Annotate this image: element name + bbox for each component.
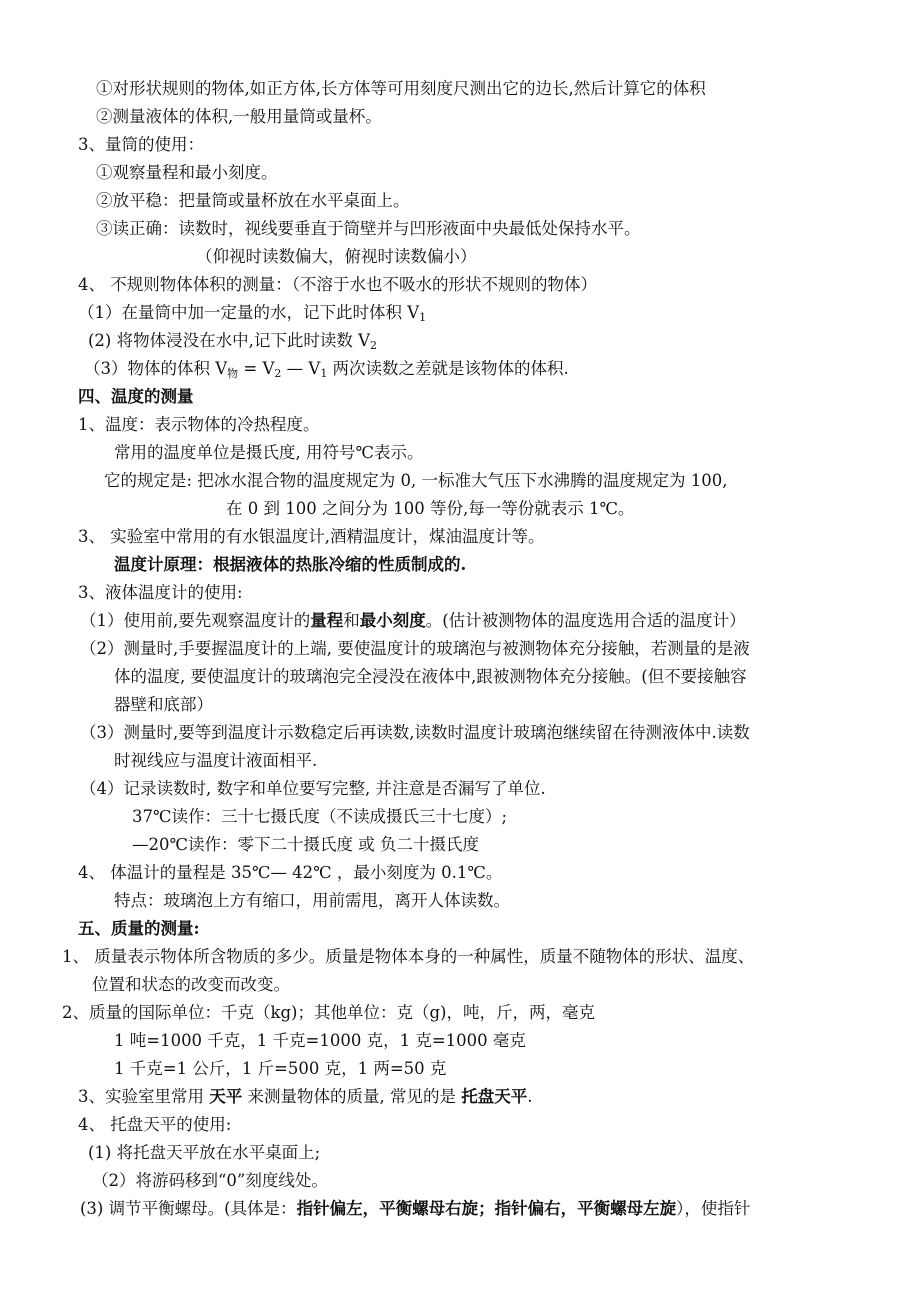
text-line: 1、 质量表示物体所含物质的多少。质量是物体本身的一种属性，质量不随物体的形状、温度、	[62, 947, 755, 966]
subscript: 1	[320, 367, 328, 380]
bold-term: 指针偏左，平衡螺母右旋；指针偏右，平衡螺母左旋	[296, 1199, 677, 1218]
section-heading: 五、质量的测量:	[78, 919, 200, 938]
text-line: 3、 实验室中常用的有水银温度计,酒精温度计，煤油温度计等。	[78, 527, 545, 546]
text-line: 特点：玻璃泡上方有缩口，用前需甩，离开人体读数。	[114, 891, 510, 910]
text-line: ②测量液体的体积,一般用量筒或量杯。	[96, 107, 382, 126]
text-line: 常用的温度单位是摄氏度, 用符号℃表示。	[114, 443, 424, 462]
text-line: （仰视时读数偏大，俯视时读数偏小）	[196, 247, 477, 266]
text-line: ①观察量程和最小刻度。	[96, 163, 278, 182]
text-line: （2）测量时,手要握温度计的上端, 要使温度计的玻璃泡与被测物体充分接触，若测量的是液	[80, 639, 750, 658]
text-run: ），使指针	[676, 1199, 751, 1218]
text-line: ①对形状规则的物体,如正方体,长方体等可用刻度尺测出它的边长,然后计算它的体积	[96, 79, 706, 98]
text-line: ③读正确：读数时，视线要垂直于筒壁并与凹形液面中央最低处保持水平。	[96, 219, 641, 238]
text-line	[78, 302, 426, 329]
text-line: 3、液体温度计的使用:	[78, 583, 243, 602]
text-line: 器壁和底部）	[114, 695, 213, 714]
text-line: 时视线应与温度计液面相平.	[114, 751, 318, 770]
text-line: ②放平稳：把量筒或量杯放在水平桌面上。	[96, 191, 410, 210]
text-run: 来测量物体的质量, 常见的是	[242, 1087, 462, 1106]
text-line: —20℃读作：零下二十摄氏度 或 负二十摄氏度	[132, 835, 479, 854]
subscript: 物	[227, 367, 239, 380]
text-line: 4、 托盘天平的使用:	[78, 1115, 232, 1134]
text-run: (3) 调节平衡螺母。(具体是：	[80, 1199, 297, 1218]
text-line: 4、 不规则物体体积的测量：（不溶于水也不吸水的形状不规则的物体）	[78, 275, 597, 294]
text-run: 两次读数之差就是该物体的体积.	[327, 359, 569, 378]
text-line: 温度计原理：根据液体的热胀冷缩的性质制成的.	[114, 555, 467, 574]
text-line	[84, 358, 569, 385]
subscript: 2	[370, 339, 378, 352]
text-run: 和	[343, 611, 360, 630]
text-run: = V	[238, 359, 275, 378]
text-line	[78, 1086, 532, 1108]
section-heading: 四、温度的测量	[78, 387, 194, 406]
text-run: .	[527, 1087, 533, 1106]
text-run: （1）在量筒中加一定量的水，记下此时体积 V	[78, 303, 420, 322]
text-line: 1 千克=1 公斤，1 斤=500 克，1 两=50 克	[114, 1059, 447, 1078]
bold-term: 天平	[209, 1087, 243, 1106]
text-line: 2、质量的国际单位：千克（kg)；其他单位：克（g)，吨，斤，两，毫克	[62, 1003, 595, 1022]
text-run: 。(估计被测物体的温度选用合适的温度计）	[425, 611, 746, 630]
text-line: 它的规定是: 把冰水混合物的温度规定为 0, 一标准大气压下水沸腾的温度规定为 100,	[104, 471, 728, 490]
subscript: 2	[274, 367, 282, 380]
text-line	[88, 330, 377, 357]
text-line: 体的温度, 要使温度计的玻璃泡完全浸没在液体中,跟被测物体充分接触。(但不要接触容	[114, 667, 747, 686]
subscript: 1	[419, 311, 427, 324]
bold-term: 量程	[310, 611, 344, 630]
text-run: (2) 将物体浸没在水中,记下此时读数 V	[88, 331, 371, 350]
text-line: (1) 将托盘天平放在水平桌面上;	[88, 1143, 321, 1162]
bold-term: 最小刻度	[359, 611, 426, 630]
text-line: 1 吨=1000 千克，1 千克=1000 克，1 克=1000 毫克	[114, 1031, 526, 1050]
text-line	[80, 610, 746, 632]
text-line: 在 0 到 100 之间分为 100 等份,每一等份就表示 1℃。	[226, 499, 635, 518]
text-line	[80, 1198, 750, 1220]
text-line: 1、温度：表示物体的冷热程度。	[78, 415, 320, 434]
text-run: 3、实验室里常用	[78, 1087, 210, 1106]
text-line: 位置和状态的改变而改变。	[92, 975, 290, 994]
text-line: （2）将游码移到“0”刻度线处。	[92, 1171, 328, 1190]
text-line: 3、量筒的使用：	[78, 135, 204, 154]
text-run: （1）使用前,要先观察温度计的	[80, 611, 311, 630]
text-line: （3）测量时,要等到温度计示数稳定后再读数,读数时温度计玻璃泡继续留在待测液体中.读数	[80, 723, 750, 742]
text-run: （3）物体的体积 V	[84, 359, 228, 378]
bold-term: 托盘天平	[461, 1087, 528, 1106]
text-line: 4、 体温计的量程是 35℃— 42℃ ，最小刻度为 0.1℃。	[78, 863, 503, 882]
text-line: 37℃读作：三十七摄氏度（不读成摄氏三十七度）;	[132, 807, 508, 826]
text-run: — V	[281, 359, 321, 378]
text-line: （4）记录读数时, 数字和单位要写完整, 并注意是否漏写了单位.	[80, 779, 546, 798]
